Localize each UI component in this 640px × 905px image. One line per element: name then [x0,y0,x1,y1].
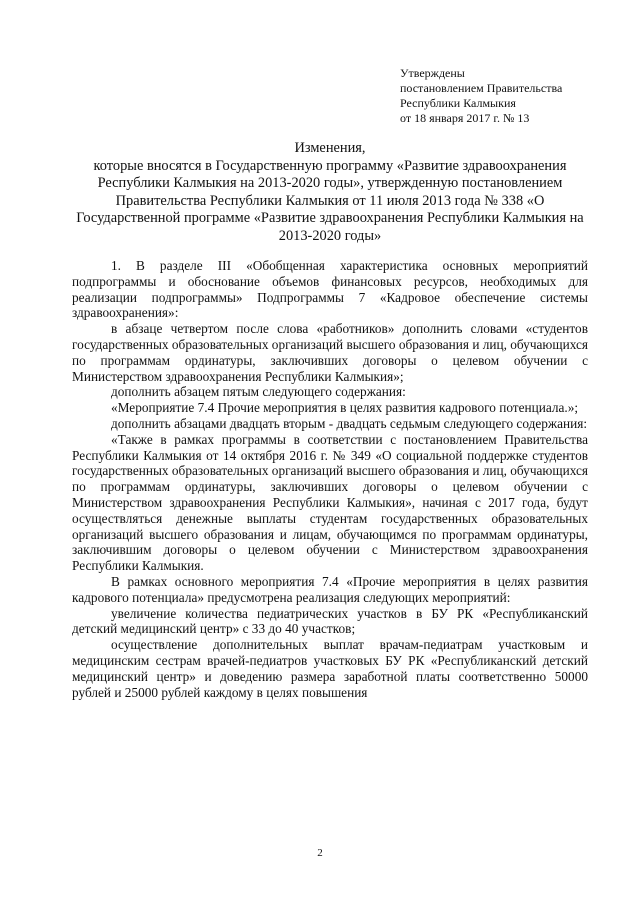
title-heading: Изменения, [294,140,366,156]
approval-line: от 18 января 2017 г. № 13 [400,111,530,125]
paragraph: осуществление дополнительных выплат врачам-педиатрам участковым и медицинским сестрам врачей-педиатров участковых БУ РК «Республиканский детский медицинский центр» и доведению размера заработной платы соответственно 50000 рублей и 25000 рублей каждому в целях повышения [72,637,588,700]
document-title [70,140,590,246]
paragraph: дополнить абзацем пятым следующего содержания: [111,384,406,400]
paragraph: 1. В разделе III «Обобщенная характеристика основных мероприятий подпрограммы и обоснование объемов финансовых ресурсов, необходимых для реализации подпрограммы» Подпрограммы 7 «Кадровое обеспечение системы здравоохранения»: [72,258,588,321]
paragraph: дополнить абзацами двадцать вторым - двадцать седьмым следующего содержания: [111,415,588,431]
paragraph: в абзаце четвертом после слова «работников» дополнить словами «студентов государственных образовательных организаций высшего образования и лиц, обучающихся по программам ординатуры, заключивших договоры о целевом обучении с Министерством здравоохранения Республики Калмыкия»; [72,321,588,384]
approval-line: Утверждены [400,66,465,80]
page-number: 2 [317,847,323,859]
paragraph: «Мероприятие 7.4 Прочие мероприятия в целях развития кадрового потенциала.»; [111,400,579,416]
approval-line: постановлением Правительства [400,81,563,95]
title-subtitle: которые вносятся в Государственную программу «Развитие здравоохранения Республики Калмыкия на 2013-2020 годы», утвержденную постановлением Правительства Республики Калмыкия от 11 июля 2013 года № 338 «О Государственной программе «Развитие здравоохранения Республики Калмыкия на 2013-2020 годы» [76,157,584,244]
paragraph: увеличение количества педиатрических участков в БУ РК «Республиканский детский медицинский центр» с 33 до 40 участков; [72,605,588,637]
paragraph: «Также в рамках программы в соответствии с постановлением Правительства Республики Калмыкия от 14 октября 2016 г. № 349 «О социальной поддержке студентов государственных образовательных организаций высшего образования и лиц, обучающихся по программам ординатуры, заключивших договоры о целевом обучении с Министерством здравоохранения Республики Калмыкия», начиная с 2017 года, будут осуществляться денежные выплаты студентам государственных образовательных организаций высшего образования и лицам, обучающимся по программам ординатуры, заключившим договоры о целевом обучении с Министерством здравоохранения Республики Калмыкия. [72,431,588,574]
approval-line: Республики Калмыкия [400,96,516,110]
paragraph: В рамках основного мероприятия 7.4 «Прочие мероприятия в целях развития кадрового потенциала» предусмотрена реализация следующих мероприятий: [72,573,588,605]
approval-stamp [400,66,630,126]
document-body [72,258,588,700]
